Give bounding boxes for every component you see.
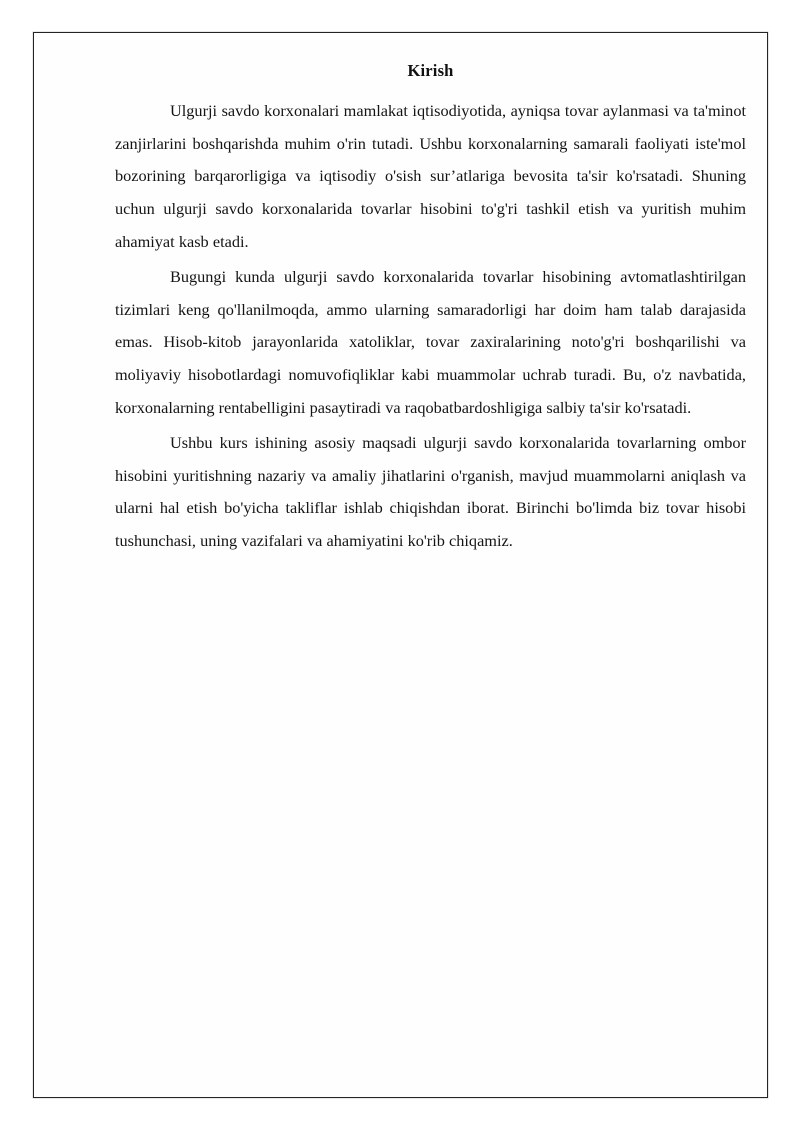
document-text-column bbox=[115, 61, 746, 558]
document-page-sheet bbox=[33, 32, 768, 1098]
page-title: Kirish bbox=[407, 61, 454, 80]
paragraph-1: Ulgurji savdo korxonalari mamlakat iqtisodiyotida, ayniqsa tovar aylanmasi va ta'minot zanjirlarini boshqarishda muhim o'rin tutadi. Ushbu korxonalarning samarali faoliyati iste'mol bozorining barqarorligiga va iqtisodiy o'sish sur’atlariga bevosita ta'sir ko'rsatadi. Shuning uchun ulgurji savdo korxonalarida tovarlar hisobini to'g'ri tashkil etish va yuritish muhim ahamiyat kasb etadi. bbox=[115, 100, 746, 251]
paragraph-2: Bugungi kunda ulgurji savdo korxonalarida tovarlar hisobining avtomatlashtirilgan tizimlari keng qo'llanilmoqda, ammo ularning samaradorligi har doim ham talab darajasida emas. Hisob-kitob jarayonlarida xatoliklar, tovar zaxiralarining noto'g'ri boshqarilishi va moliyaviy hisobotlardagi nomuvofiqliklar kabi muammolar uchrab turadi. Bu, o'z navbatida, korxonalarning rentabelligini pasaytiradi va raqobatbardoshligiga salbiy ta'sir ko'rsatadi. bbox=[115, 266, 746, 417]
paragraph-3: Ushbu kurs ishining asosiy maqsadi ulgurji savdo korxonalarida tovarlarning ombor hisobini yuritishning nazariy va amaliy jihatlarini o'rganish, mavjud muammolarni aniqlash va ularni hal etish bo'yicha takliflar ishlab chiqishdan iborat. Birinchi bo'limda biz tovar hisobi tushunchasi, uning vazifalari va ahamiyatini ko'rib chiqamiz. bbox=[115, 432, 746, 551]
